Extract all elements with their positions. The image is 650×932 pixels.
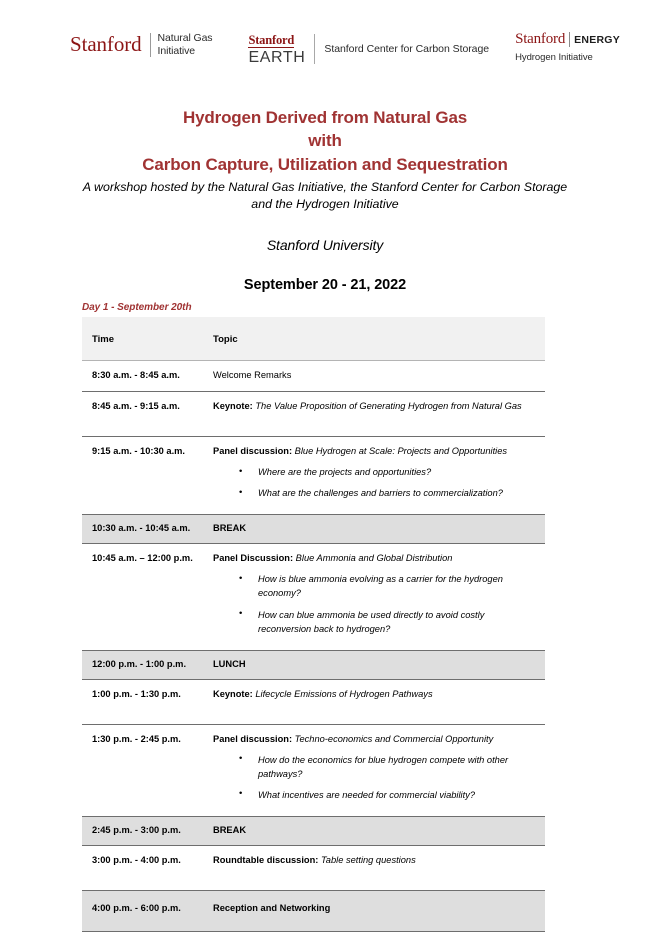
list-item: • What incentives are needed for commercial viability?	[239, 788, 539, 802]
row-bullet-list	[213, 465, 539, 500]
venue-label: Stanford University	[266, 237, 384, 254]
table-row	[82, 650, 545, 679]
row-time: 1:30 p.m. - 2:45 p.m.	[82, 724, 204, 816]
row-topic-text: LUNCH	[213, 658, 246, 669]
row-topic-text: The Value Proposition of Generating Hydrogen from Natural Gas	[255, 401, 522, 412]
event-dates: September 20 - 21, 2022	[243, 277, 407, 294]
row-topic-lead: Panel discussion:	[213, 446, 295, 457]
day-label: Day 1 - September 20th	[82, 302, 192, 314]
table-row	[82, 816, 545, 845]
row-topic	[204, 890, 545, 931]
row-topic-text: Table setting questions	[320, 854, 416, 865]
row-topic	[204, 515, 545, 544]
row-time: 10:30 a.m. - 10:45 a.m.	[82, 515, 204, 544]
table-row	[82, 845, 545, 890]
table-row	[82, 437, 545, 515]
row-topic	[204, 544, 545, 650]
logo-natural-gas-initiative	[70, 32, 212, 58]
row-topic	[204, 679, 545, 724]
row-topic-text: Lifecycle Emissions of Hydrogen Pathways	[255, 688, 433, 699]
energy-logo-stack	[515, 32, 620, 65]
table-row	[82, 392, 545, 437]
carbon-storage-center-label: Stanford Center for Carbon Storage	[324, 43, 490, 55]
row-topic-lead: Keynote:	[213, 401, 256, 412]
list-item: • How do the economics for blue hydrogen compete with other pathways?	[239, 753, 539, 781]
workshop-subtitle: A workshop hosted by the Natural Gas Initiative, the Stanford Center for Carbon Storage and the Hydrogen Initiative	[82, 180, 568, 211]
row-topic-lead: Keynote:	[213, 688, 256, 699]
logo-divider	[569, 32, 570, 47]
ngi-subtitle	[158, 32, 213, 58]
row-time: 8:30 a.m. - 8:45 a.m.	[82, 361, 204, 392]
row-time: 2:45 p.m. - 3:00 p.m.	[82, 816, 204, 845]
column-header-topic: Topic	[204, 317, 545, 361]
row-time: 8:45 a.m. - 9:15 a.m.	[82, 392, 204, 437]
row-time: 1:00 p.m. - 1:30 p.m.	[82, 679, 204, 724]
row-topic-lead: Panel discussion:	[213, 733, 295, 744]
row-topic-text: Blue Ammonia and Global Distribution	[295, 553, 453, 564]
table-row	[82, 515, 545, 544]
row-topic-text: Blue Hydrogen at Scale: Projects and Opportunities	[294, 446, 508, 457]
list-item: • What are the challenges and barriers to commercialization?	[239, 486, 539, 500]
row-time: 3:00 p.m. - 4:00 p.m.	[82, 845, 204, 890]
agenda-table-body	[82, 361, 545, 931]
earth-wordmark-stack	[248, 32, 305, 66]
row-topic	[204, 392, 545, 437]
stanford-wordmark-earth: Stanford	[248, 33, 295, 47]
energy-wordmark: ENERGY	[574, 34, 620, 46]
row-bullet-list	[213, 572, 539, 636]
row-bullet-list	[213, 753, 539, 802]
logo-divider	[150, 33, 151, 57]
stanford-wordmark-ngi: Stanford	[70, 32, 142, 57]
row-topic-lead: Roundtable discussion:	[213, 854, 321, 865]
logo-stanford-earth	[248, 32, 489, 66]
row-topic	[204, 816, 545, 845]
page-title-line-2: with	[308, 131, 342, 151]
agenda-table-header-row	[82, 317, 545, 361]
row-topic	[204, 361, 545, 392]
title-block	[0, 106, 650, 212]
row-topic-text: BREAK	[213, 523, 247, 534]
page-title-line-1: Hydrogen Derived from Natural Gas	[182, 108, 468, 127]
row-topic	[204, 845, 545, 890]
row-topic-lead: Panel Discussion:	[213, 553, 296, 564]
ngi-subtitle-line1: Natural Gas	[157, 32, 213, 44]
earth-wordmark: EARTH	[248, 49, 306, 66]
stanford-wordmark-energy: Stanford	[515, 31, 566, 47]
table-row	[82, 890, 545, 931]
row-topic	[204, 437, 545, 515]
row-topic-text: Welcome Remarks	[213, 370, 292, 381]
row-topic	[204, 650, 545, 679]
agenda-table	[82, 317, 545, 931]
table-row	[82, 679, 545, 724]
logo-divider	[314, 34, 315, 64]
logo-bar	[0, 0, 650, 70]
column-header-time: Time	[82, 317, 204, 361]
row-topic-text: Reception and Networking	[213, 902, 331, 913]
row-time: 4:00 p.m. - 6:00 p.m.	[82, 890, 204, 931]
row-time: 9:15 a.m. - 10:30 a.m.	[82, 437, 204, 515]
table-row	[82, 544, 545, 650]
list-item: • How can blue ammonia be used directly to avoid costly reconversion back to hydrogen?	[239, 608, 539, 636]
ngi-subtitle-line2: Initiative	[157, 44, 196, 57]
table-row	[82, 361, 545, 392]
row-time: 10:45 a.m. – 12:00 p.m.	[82, 544, 204, 650]
page-title-line-3: Carbon Capture, Utilization and Sequestration	[142, 154, 508, 174]
energy-logo-row	[515, 32, 620, 47]
list-item: • Where are the projects and opportunities?	[239, 465, 539, 479]
row-time: 12:00 p.m. - 1:00 p.m.	[82, 650, 204, 679]
row-topic-text: BREAK	[213, 824, 247, 835]
logo-stanford-energy	[515, 32, 620, 65]
table-row	[82, 724, 545, 816]
row-topic-text: Techno-economics and Commercial Opportunity	[294, 733, 494, 744]
list-item: • How is blue ammonia evolving as a carrier for the hydrogen economy?	[239, 572, 539, 600]
row-topic	[204, 724, 545, 816]
hydrogen-initiative-label: Hydrogen Initiative	[515, 52, 593, 63]
